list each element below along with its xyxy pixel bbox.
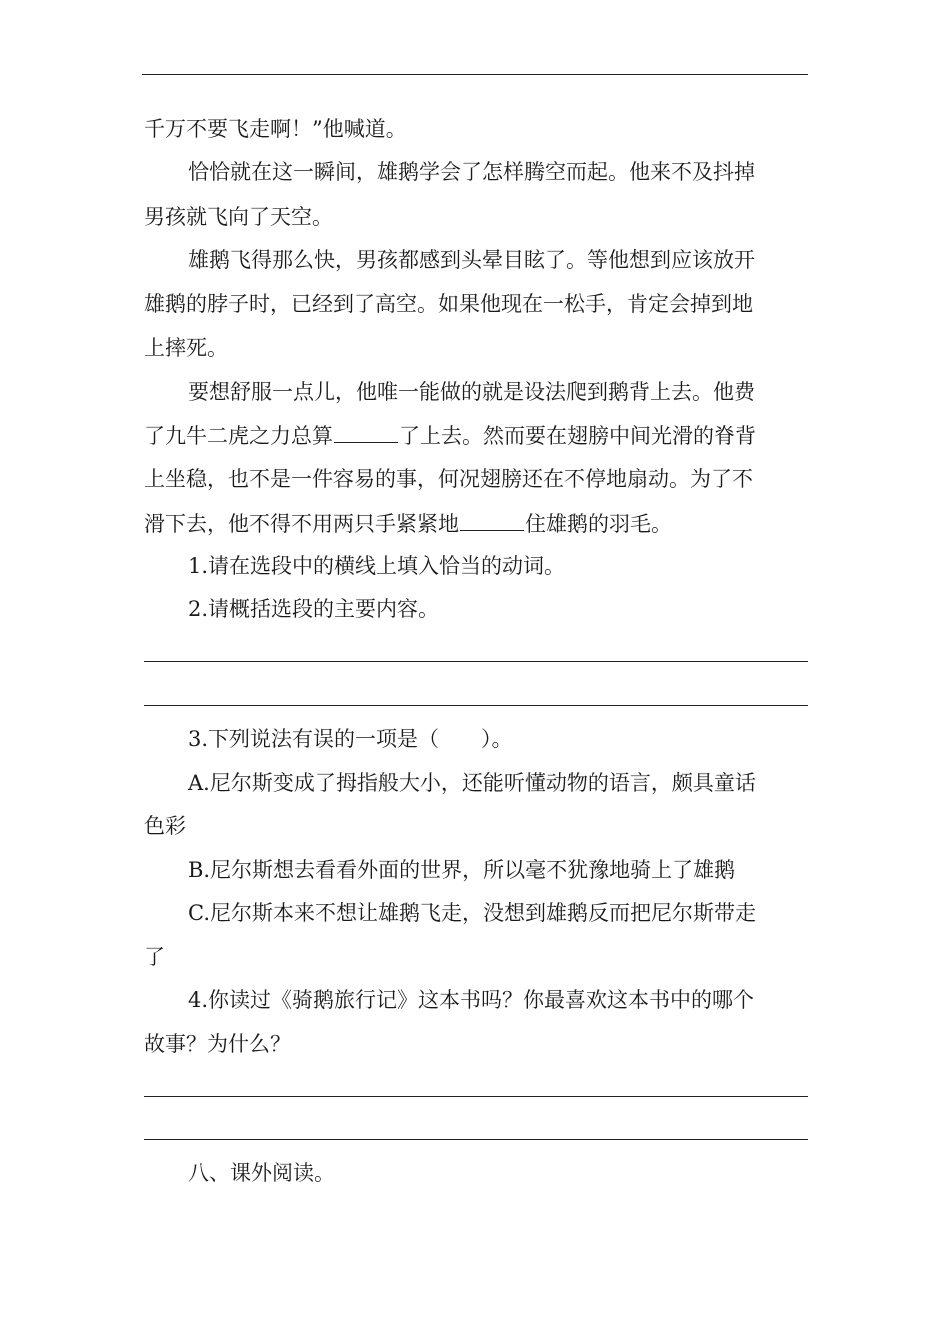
answer-line[interactable] <box>144 1139 808 1140</box>
answer-line[interactable] <box>144 1096 808 1097</box>
question-1: 1.请在选段中的横线上填入恰当的动词。 <box>188 554 566 578</box>
passage-text: 滑下去，他不得不用两只手紧紧地 <box>144 512 459 536</box>
question-3: 3.下列说法有误的一项是（ ）。 <box>188 727 513 751</box>
question-4: 4.你读过《骑鹅旅行记》这本书吗？你最喜欢这本书中的哪个 <box>188 988 755 1012</box>
option-b[interactable]: B.尼尔斯想去看看外面的世界，所以毫不犹豫地骑上了雄鹅 <box>188 858 736 882</box>
option-c-continued: 了 <box>144 945 165 969</box>
question-4-continued: 故事？为什么？ <box>144 1032 291 1056</box>
passage-line: 千万不要飞走啊！”他喊道。 <box>144 117 407 141</box>
passage-line: 要想舒服一点儿，他唯一能做的就是设法爬到鹅背上去。他费 <box>188 380 755 404</box>
option-a[interactable]: A.尼尔斯变成了拇指般大小，还能听懂动物的语言，颇具童话 <box>188 771 756 795</box>
section-heading: 八、课外阅读。 <box>188 1161 335 1185</box>
answer-line[interactable] <box>144 705 808 706</box>
passage-line: 男孩就飞向了天空。 <box>144 205 333 229</box>
fill-blank-1[interactable] <box>334 420 398 443</box>
option-a-continued: 色彩 <box>144 814 186 838</box>
passage-line <box>144 420 808 451</box>
passage-text: 了上去。然而要在翅膀中间光滑的脊背 <box>399 424 756 448</box>
question-2: 2.请概括选段的主要内容。 <box>188 597 440 621</box>
passage-line: 雄鹅飞得那么快，男孩都感到头晕目眩了。等他想到应该放开 <box>188 248 755 272</box>
passage-text: 了九牛二虎之力总算 <box>144 424 333 448</box>
fill-blank-2[interactable] <box>460 508 524 531</box>
header-rule <box>142 74 808 75</box>
passage-line: 上坐稳，也不是一件容易的事，何况翅膀还在不停地扇动。为了不 <box>144 467 753 491</box>
passage-line: 恰恰就在这一瞬间，雄鹅学会了怎样腾空而起。他来不及抖掉 <box>188 160 755 184</box>
passage-text: 住雄鹅的羽毛。 <box>525 512 672 536</box>
passage-line: 上摔死。 <box>144 336 228 360</box>
answer-line[interactable] <box>144 661 808 662</box>
passage-line: 雄鹅的脖子时，已经到了高空。如果他现在一松手，肯定会掉到地 <box>144 292 753 316</box>
option-c[interactable]: C.尼尔斯本来不想让雄鹅飞走，没想到雄鹅反而把尼尔斯带走 <box>188 901 756 925</box>
passage-line <box>144 508 808 539</box>
